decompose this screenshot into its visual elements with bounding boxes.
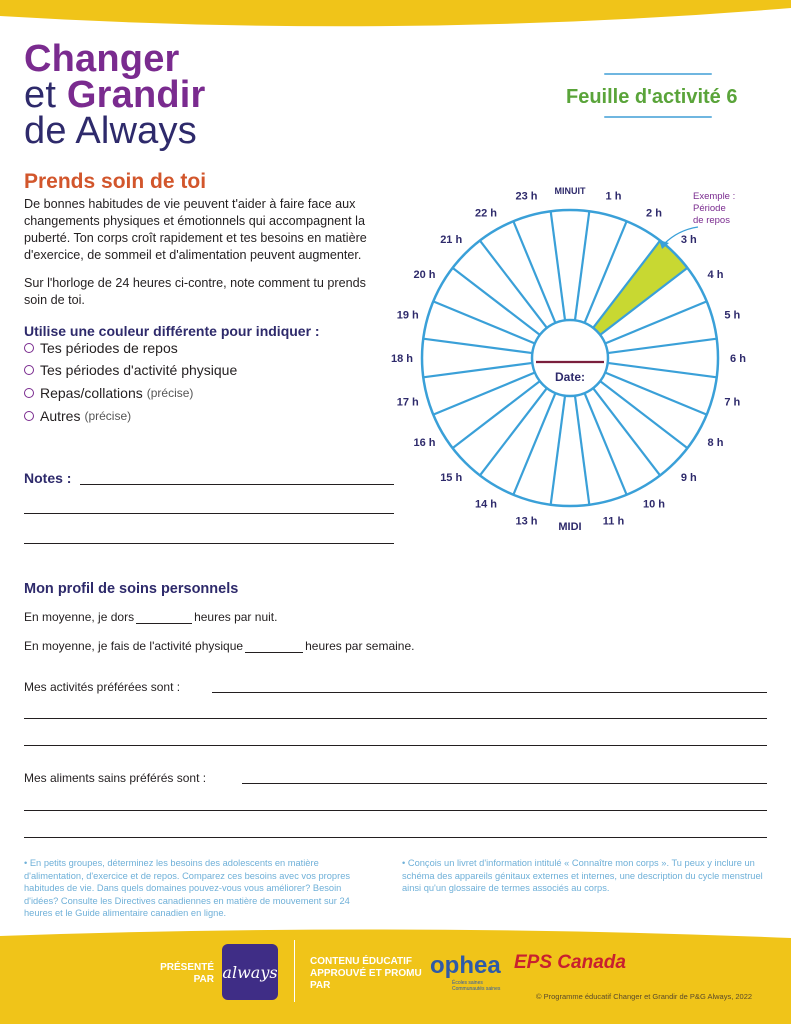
presented-by-label: PRÉSENTÉ PAR (160, 962, 214, 985)
foods-line[interactable] (242, 783, 767, 784)
notes-line[interactable] (24, 543, 394, 544)
example-rest-sector (593, 241, 687, 335)
clock-spoke (513, 221, 555, 323)
clock-hour-label: 23 h (515, 190, 538, 203)
clock-hour-label: 16 h (413, 437, 436, 449)
clock-spoke (433, 373, 535, 415)
activities-line[interactable] (24, 745, 767, 746)
logo-changer: Changer (24, 38, 180, 80)
activities-line[interactable] (212, 692, 767, 693)
intro-paragraph: De bonnes habitudes de vie peuvent t'aider à faire face aux changements physiques et émotionnels qui accompagnent la puberté. Ton corps croît rapidement et tes besoins en matière d'exercice, de sommeil et d'alimentation peuvent augmenter. (24, 197, 367, 262)
clock-spoke (423, 339, 532, 353)
clock-inner-ring (532, 320, 608, 396)
legend-item-meals[interactable]: Repas/collations (précise) (24, 385, 193, 401)
ophea-logo: ophea (430, 952, 501, 979)
activities-line[interactable] (24, 718, 767, 719)
activity-sheet-title: Feuille d'activité 6 (566, 86, 738, 108)
title-deco-top (604, 73, 712, 75)
clock-spoke (423, 363, 532, 377)
legend-item-other[interactable]: Autres (précise) (24, 408, 131, 424)
clock-hour-label: 21 h (440, 234, 463, 247)
clock-hour-label: 13 h (515, 515, 538, 528)
foods-line[interactable] (24, 837, 767, 838)
radio-circle-icon (24, 343, 34, 353)
profile-heading: Mon profil de soins personnels (24, 581, 239, 597)
clock-hour-label: 11 h (602, 515, 625, 528)
clock-spoke (605, 373, 707, 415)
radio-circle-icon (24, 388, 34, 398)
clock-spoke (433, 301, 535, 343)
notes-label: Notes : (24, 470, 72, 486)
clock-hour-label: 9 h (680, 471, 697, 484)
clock-spoke (551, 396, 565, 505)
clock-hour-label: 15 h (440, 471, 463, 484)
clock-spoke (575, 211, 589, 320)
clock-hour-label: 2 h (646, 207, 662, 220)
legend-heading: Utilise une couleur différente pour indiquer : (24, 323, 320, 339)
clock-hour-label: 7 h (724, 396, 741, 409)
title-deco-bottom (604, 116, 712, 118)
example-annotation: de repos (693, 215, 730, 226)
partner-divider (294, 940, 295, 1002)
sleep-hours-blank[interactable] (136, 611, 192, 624)
clock-hour-label: 19 h (396, 309, 419, 322)
clock-spoke (551, 211, 565, 320)
legend-item-rest[interactable]: Tes périodes de repos (24, 340, 178, 356)
date-label: Date: (554, 370, 586, 384)
section-heading: Prends soin de toi (24, 170, 207, 193)
clock-spoke (585, 393, 627, 495)
example-annotation: Période (693, 203, 726, 214)
clock-spoke (513, 393, 555, 495)
always-logo: always (222, 944, 278, 1000)
clock-hour-label: 10 h (642, 498, 666, 511)
clock-hour-label: 22 h (474, 207, 498, 220)
activity-hours-blank[interactable] (245, 640, 303, 653)
approved-label: CONTENU ÉDUCATIF APPROUVÉ ET PROMU PAR (310, 956, 422, 991)
clock-hour-label: 5 h (724, 309, 741, 322)
clock-hour-label: 20 h (413, 269, 436, 281)
clock-hour-label: 1 h (605, 190, 622, 203)
clock-hour-label: 8 h (707, 437, 724, 449)
footnote-right: • Conçois un livret d'information intitulé « Connaître mon corps ». Tu peux y inclure un schéma des appareils génitaux externes et internes, une description du cycle menstruel ainsi qu'un glossaire de termes associés au corps. (402, 858, 763, 893)
footnote-left: • En petits groupes, déterminez les besoins des adolescents en matière d'alimentation, d'exercice et de repos. Comparez ces besoins avec vos propres habitudes de vie. Dans quels domaines pouvez-vous vous améliorer? Besoin d'idées? Consulte les Directives canadiennes en matière de mouvement sur 24 heures et le Guide alimentaire canadien en ligne. (24, 858, 351, 918)
legend-item-activity[interactable]: Tes périodes d'activité physique (24, 362, 237, 378)
favorite-foods-label: Mes aliments sains préférés sont : (24, 771, 207, 785)
clock-spoke (608, 339, 717, 353)
clock-hour-label: 6 h (730, 353, 746, 365)
logo-de-always: de Always (24, 110, 197, 152)
radio-circle-icon (24, 365, 34, 375)
notes-line[interactable] (80, 484, 394, 485)
favorite-activities-label: Mes activités préférées sont : (24, 680, 181, 694)
clock-hour-label: 14 h (474, 498, 498, 511)
radio-circle-icon (24, 411, 34, 421)
logo-et-grandir: et Grandir (24, 74, 206, 116)
clock-hour-label: MIDI (558, 521, 582, 530)
clock-hour-label: MINUIT (554, 186, 586, 196)
ophea-tagline: Écoles saines Communautés saines (452, 980, 501, 992)
clock-hour-label: 18 h (390, 353, 414, 365)
notes-line[interactable] (24, 513, 394, 514)
copyright-text: © Programme éducatif Changer et Grandir de P&G Always, 2022 (536, 992, 753, 1001)
clock-hour-label: 4 h (707, 269, 724, 281)
clock-spoke (608, 363, 717, 377)
clock-24h (380, 180, 760, 530)
eps-canada-logo: EPS Canada (514, 952, 626, 973)
foods-line[interactable] (24, 810, 767, 811)
example-annotation: Exemple : (693, 191, 736, 202)
activity-line: En moyenne, je fais de l'activité physique heures par semaine. (24, 639, 415, 653)
sleep-line: En moyenne, je dors heures par nuit. (24, 610, 278, 624)
clock-instruction: Sur l'horloge de 24 heures ci-contre, note comment tu prends soin de toi. (24, 276, 366, 307)
clock-spoke (575, 396, 589, 505)
clock-hour-label: 17 h (396, 396, 419, 409)
clock-hour-label: 3 h (680, 234, 697, 247)
